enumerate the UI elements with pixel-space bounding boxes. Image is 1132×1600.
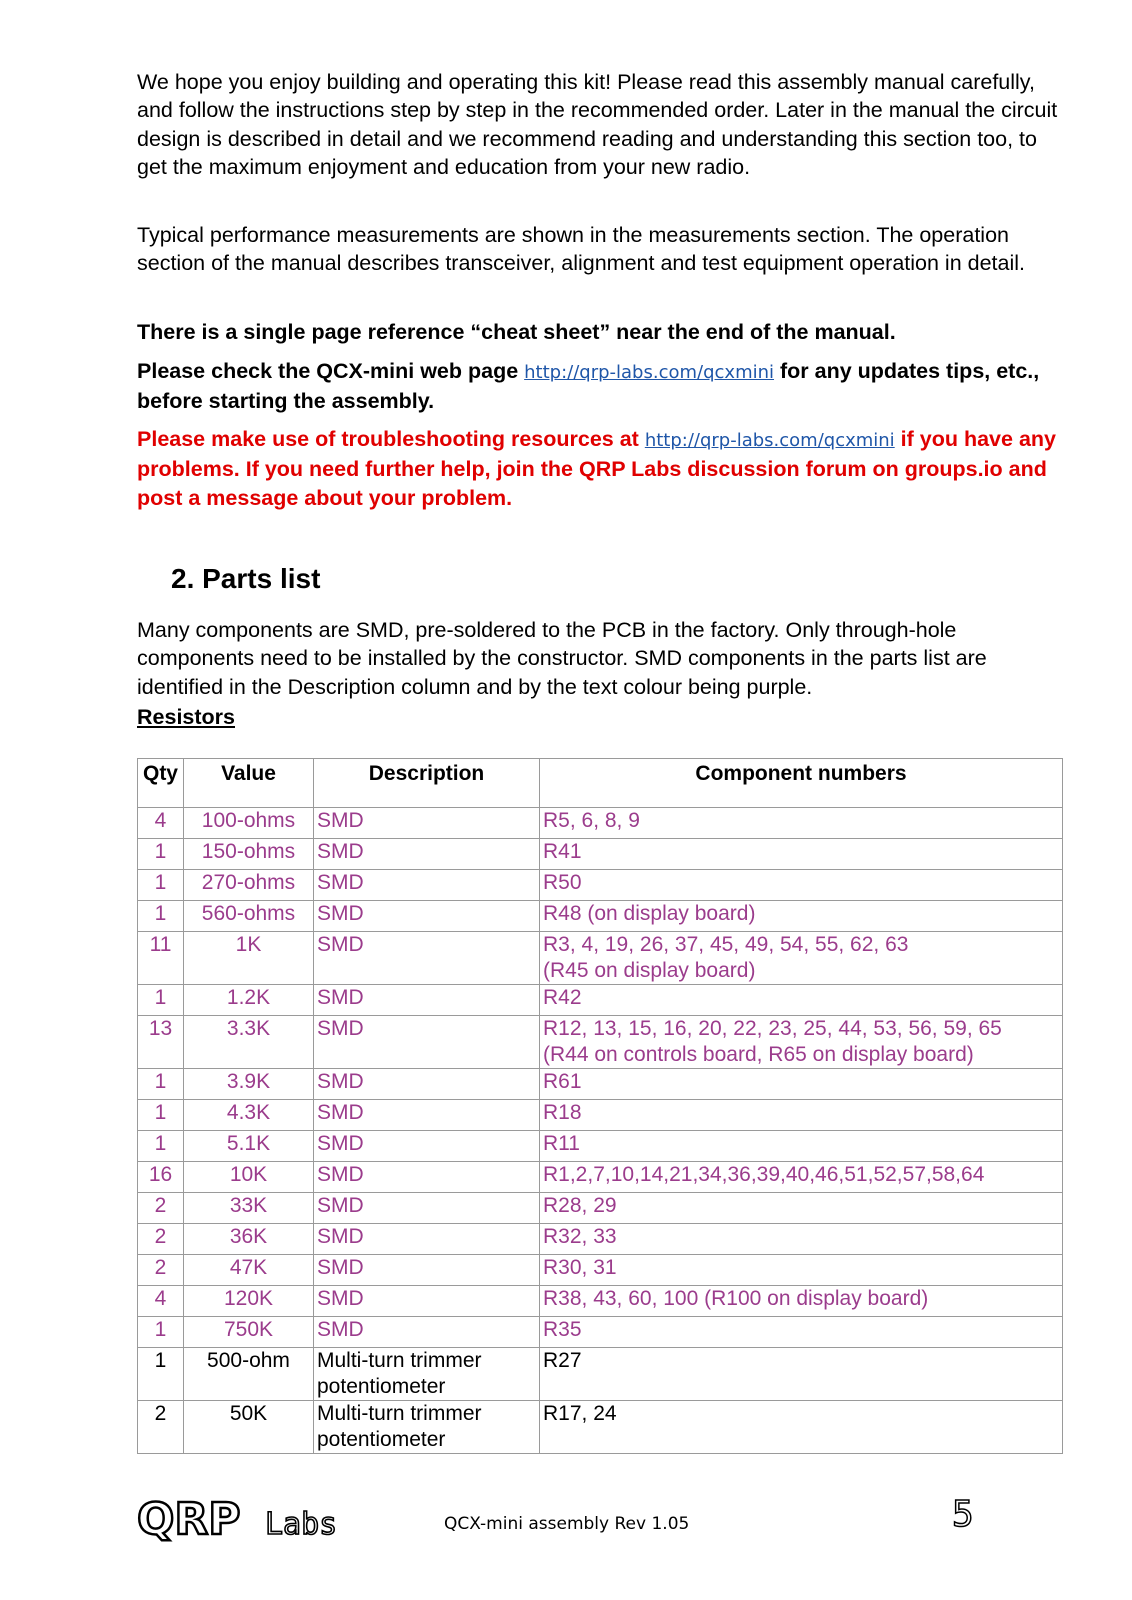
cell-component-numbers-text: R17, 24 bbox=[543, 1402, 617, 1425]
cell-description bbox=[314, 1131, 540, 1162]
cell-component-numbers-text: R50 bbox=[543, 871, 582, 894]
cell-component-numbers-text: R35 bbox=[543, 1318, 582, 1341]
cell-qty bbox=[138, 839, 184, 870]
troubleshooting-note bbox=[137, 425, 1062, 512]
cell-qty-text: 2 bbox=[154, 1256, 167, 1279]
logo-qrp: QRP bbox=[137, 1494, 241, 1545]
cell-qty-text: 2 bbox=[154, 1225, 167, 1248]
cell-qty-text: 4 bbox=[154, 809, 167, 832]
table-row bbox=[138, 1100, 1063, 1131]
page-number-text: 5 bbox=[952, 1494, 974, 1532]
cell-component-numbers bbox=[540, 1224, 1063, 1255]
cheat-sheet-note: There is a single page reference “cheat sheet” near the end of the manual. bbox=[137, 320, 896, 344]
cell-description-text: SMD bbox=[317, 1132, 364, 1155]
web-page-note-text-2: for any updates tips, etc., before starting the assembly. bbox=[137, 359, 1040, 414]
cell-component-numbers bbox=[540, 1401, 1063, 1454]
header-qty: Qty bbox=[138, 759, 184, 808]
cell-qty-text: 1 bbox=[154, 902, 167, 925]
cell-qty-text: 1 bbox=[154, 1132, 167, 1155]
cell-value-text: 750K bbox=[223, 1318, 274, 1341]
table-body bbox=[138, 808, 1063, 1454]
web-page-note bbox=[137, 357, 1062, 416]
cell-description bbox=[314, 1162, 540, 1193]
cell-value-text: 100-ohms bbox=[201, 809, 296, 832]
cell-qty-text: 1 bbox=[154, 1070, 167, 1093]
cell-description bbox=[314, 1100, 540, 1131]
cell-value-text: 270-ohms bbox=[201, 871, 296, 894]
cell-description-text: SMD bbox=[317, 871, 364, 894]
cell-qty bbox=[138, 808, 184, 839]
cell-value bbox=[184, 901, 314, 932]
cell-value bbox=[184, 1255, 314, 1286]
cell-qty-text: 1 bbox=[154, 1349, 167, 1372]
table-row bbox=[138, 839, 1063, 870]
table-row bbox=[138, 1016, 1063, 1069]
table-row bbox=[138, 870, 1063, 901]
table-row bbox=[138, 808, 1063, 839]
cell-component-numbers bbox=[540, 901, 1063, 932]
cell-value-text: 1K bbox=[235, 933, 262, 956]
cell-qty-text: 4 bbox=[154, 1287, 167, 1310]
cell-value bbox=[184, 808, 314, 839]
cell-description-text: SMD bbox=[317, 986, 364, 1009]
cell-component-numbers-text-2: (R45 on display board) bbox=[543, 959, 756, 982]
cell-value bbox=[184, 1401, 314, 1454]
header-description: Description bbox=[314, 759, 540, 808]
cell-value bbox=[184, 985, 314, 1016]
cell-value bbox=[184, 870, 314, 901]
table-row bbox=[138, 1401, 1063, 1454]
cell-description bbox=[314, 870, 540, 901]
cell-value-text: 150-ohms bbox=[201, 840, 296, 863]
table-row bbox=[138, 1069, 1063, 1100]
table-row bbox=[138, 1131, 1063, 1162]
cell-value-text: 5.1K bbox=[226, 1132, 271, 1155]
intro-paragraph-1: We hope you enjoy building and operating this kit! Please read this assembly manual carefully, and follow the instructions step by step in the recommended order. Later in the manual the circuit design is described in detail and we recommend reading and understanding this section too, to get the maximum enjoyment and education from your new radio. bbox=[137, 70, 1058, 179]
table-row bbox=[138, 1162, 1063, 1193]
cell-value bbox=[184, 1069, 314, 1100]
cell-value-text: 560-ohms bbox=[201, 902, 296, 925]
cell-value-text: 4.3K bbox=[226, 1101, 271, 1124]
qrp-labs-logo bbox=[137, 1490, 357, 1550]
cell-value-text: 3.3K bbox=[226, 1017, 271, 1040]
cell-component-numbers-text-2: (R44 on controls board, R65 on display board) bbox=[543, 1043, 974, 1066]
cell-component-numbers bbox=[540, 1162, 1063, 1193]
cell-value bbox=[184, 1162, 314, 1193]
cell-description-text: SMD bbox=[317, 809, 364, 832]
cell-value-text: 50K bbox=[229, 1402, 268, 1425]
troubleshooting-text-2: if you have any problems. If you need further help, join the QRP Labs discussion forum on groups.io and post a message about your problem. bbox=[137, 427, 1056, 510]
cell-value-text: 500-ohm bbox=[207, 1349, 290, 1372]
cell-description bbox=[314, 1255, 540, 1286]
cell-qty bbox=[138, 1317, 184, 1348]
cell-component-numbers-text: R30, 31 bbox=[543, 1256, 617, 1279]
cell-qty bbox=[138, 901, 184, 932]
troubleshooting-text: Please make use of troubleshooting resources at bbox=[137, 427, 645, 451]
table-row bbox=[138, 1224, 1063, 1255]
cell-qty bbox=[138, 1193, 184, 1224]
cell-value bbox=[184, 1016, 314, 1069]
cell-description-text: SMD bbox=[317, 840, 364, 863]
table-row bbox=[138, 1255, 1063, 1286]
cell-qty bbox=[138, 1401, 184, 1454]
cell-qty bbox=[138, 1348, 184, 1401]
cell-component-numbers bbox=[540, 1348, 1063, 1401]
cell-component-numbers bbox=[540, 808, 1063, 839]
cell-qty-text: 1 bbox=[154, 1318, 167, 1341]
cell-component-numbers bbox=[540, 985, 1063, 1016]
table-row bbox=[138, 932, 1063, 985]
cell-qty bbox=[138, 1286, 184, 1317]
resistors-table bbox=[137, 758, 1063, 1454]
cell-component-numbers bbox=[540, 1317, 1063, 1348]
cell-component-numbers-text: R11 bbox=[543, 1132, 580, 1155]
cell-component-numbers bbox=[540, 1069, 1063, 1100]
table-row bbox=[138, 901, 1063, 932]
cell-description bbox=[314, 1069, 540, 1100]
cell-component-numbers-text: R5, 6, 8, 9 bbox=[543, 809, 640, 832]
cell-qty bbox=[138, 1162, 184, 1193]
cell-description-text: SMD bbox=[317, 1318, 364, 1341]
cell-description-text: Multi-turn trimmer bbox=[317, 1402, 482, 1425]
cell-qty-text: 1 bbox=[154, 840, 167, 863]
cell-component-numbers-text: R27 bbox=[543, 1349, 582, 1372]
cell-description-text: Multi-turn trimmer bbox=[317, 1349, 482, 1372]
cell-description-text: SMD bbox=[317, 1256, 364, 1279]
cell-description bbox=[314, 1016, 540, 1069]
cell-qty bbox=[138, 870, 184, 901]
cell-description-text: SMD bbox=[317, 1070, 364, 1093]
cell-qty-text: 16 bbox=[148, 1163, 173, 1186]
cell-description bbox=[314, 932, 540, 985]
cell-component-numbers bbox=[540, 839, 1063, 870]
cell-component-numbers-text: R3, 4, 19, 26, 37, 45, 49, 54, 55, 62, 63 bbox=[543, 933, 909, 956]
cell-value bbox=[184, 1348, 314, 1401]
cell-qty-text: 13 bbox=[148, 1017, 173, 1040]
cell-qty-text: 2 bbox=[154, 1194, 167, 1217]
cell-value bbox=[184, 1286, 314, 1317]
header-value: Value bbox=[184, 759, 314, 808]
cell-component-numbers bbox=[540, 1193, 1063, 1224]
table-row bbox=[138, 1317, 1063, 1348]
cell-value bbox=[184, 1100, 314, 1131]
cell-qty bbox=[138, 1100, 184, 1131]
cell-qty bbox=[138, 1131, 184, 1162]
header-component-numbers: Component numbers bbox=[540, 759, 1063, 808]
cell-component-numbers bbox=[540, 932, 1063, 985]
cell-qty-text: 2 bbox=[154, 1402, 167, 1425]
section-title: 2. Parts list bbox=[171, 563, 321, 594]
cell-value-text: 10K bbox=[229, 1163, 268, 1186]
cell-qty-text: 1 bbox=[154, 871, 167, 894]
intro-paragraph-2: Typical performance measurements are shown in the measurements section. The operation section of the manual describes transceiver, alignment and test equipment operation in detail. bbox=[137, 223, 1025, 276]
cell-description-text-2: potentiometer bbox=[317, 1375, 446, 1398]
cell-description bbox=[314, 808, 540, 839]
cell-description-text: SMD bbox=[317, 1101, 364, 1124]
cell-value bbox=[184, 1224, 314, 1255]
cell-value bbox=[184, 1317, 314, 1348]
cell-description-text: SMD bbox=[317, 902, 364, 925]
cell-component-numbers-text: R12, 13, 15, 16, 20, 22, 23, 25, 44, 53, 56, 59, 65 bbox=[543, 1017, 1002, 1040]
cell-value-text: 120K bbox=[223, 1287, 274, 1310]
cell-qty bbox=[138, 985, 184, 1016]
cell-component-numbers-text: R32, 33 bbox=[543, 1225, 617, 1248]
table-row bbox=[138, 1286, 1063, 1317]
page-number bbox=[950, 1492, 980, 1532]
cell-component-numbers-text: R48 (on display board) bbox=[543, 902, 756, 925]
cell-description-text-2: potentiometer bbox=[317, 1428, 446, 1451]
cell-description bbox=[314, 839, 540, 870]
cell-description bbox=[314, 985, 540, 1016]
cell-description-text: SMD bbox=[317, 1287, 364, 1310]
table-row bbox=[138, 1348, 1063, 1401]
cell-value bbox=[184, 932, 314, 985]
cell-description-text: SMD bbox=[317, 1017, 364, 1040]
cell-value-text: 36K bbox=[229, 1225, 268, 1248]
logo-labs: Labs bbox=[265, 1507, 338, 1542]
cell-description bbox=[314, 1193, 540, 1224]
qcxmini-link[interactable]: http://qrp-labs.com/qcxmini bbox=[524, 362, 775, 383]
cell-component-numbers bbox=[540, 1286, 1063, 1317]
cell-component-numbers bbox=[540, 1016, 1063, 1069]
cell-qty-text: 1 bbox=[154, 986, 167, 1009]
cell-description bbox=[314, 1401, 540, 1454]
cell-qty-text: 1 bbox=[154, 1101, 167, 1124]
troubleshooting-link[interactable]: http://qrp-labs.com/qcxmini bbox=[644, 430, 895, 451]
cell-component-numbers-text: R1,2,7,10,14,21,34,36,39,40,46,51,52,57,58,64 bbox=[543, 1163, 985, 1186]
cell-value bbox=[184, 1193, 314, 1224]
cell-qty bbox=[138, 1016, 184, 1069]
cell-component-numbers-text: R28, 29 bbox=[543, 1194, 617, 1217]
cell-description-text: SMD bbox=[317, 933, 364, 956]
cell-description bbox=[314, 1317, 540, 1348]
cell-component-numbers bbox=[540, 1131, 1063, 1162]
cell-description-text: SMD bbox=[317, 1225, 364, 1248]
cell-component-numbers-text: R42 bbox=[543, 986, 582, 1009]
cell-component-numbers bbox=[540, 1100, 1063, 1131]
cell-component-numbers-text: R41 bbox=[543, 840, 582, 863]
footer-doc-title: QCX-mini assembly Rev 1.05 bbox=[444, 1514, 690, 1534]
cell-qty bbox=[138, 1255, 184, 1286]
cell-component-numbers-text: R61 bbox=[543, 1070, 582, 1093]
cell-qty bbox=[138, 1224, 184, 1255]
cell-description bbox=[314, 1224, 540, 1255]
cell-description bbox=[314, 1286, 540, 1317]
cell-qty bbox=[138, 1069, 184, 1100]
web-page-note-text: Please check the QCX-mini web page bbox=[137, 359, 525, 383]
table-header-row bbox=[138, 759, 1063, 808]
cell-value-text: 3.9K bbox=[226, 1070, 271, 1093]
cell-value bbox=[184, 839, 314, 870]
cell-description bbox=[314, 901, 540, 932]
section-description: Many components are SMD, pre-soldered to the PCB in the factory. Only through-hole components need to be installed by the constructor. SMD components in the parts list are identified in the Description column and by the text colour being purple. bbox=[137, 618, 987, 699]
table-row bbox=[138, 985, 1063, 1016]
cell-description bbox=[314, 1348, 540, 1401]
cell-description-text: SMD bbox=[317, 1194, 364, 1217]
cell-value-text: 1.2K bbox=[226, 986, 271, 1009]
cell-qty bbox=[138, 932, 184, 985]
cell-qty-text: 11 bbox=[149, 933, 172, 956]
table-row bbox=[138, 1193, 1063, 1224]
cell-value-text: 33K bbox=[229, 1194, 268, 1217]
cell-component-numbers-text: R38, 43, 60, 100 (R100 on display board) bbox=[543, 1287, 929, 1310]
cell-component-numbers-text: R18 bbox=[543, 1101, 582, 1124]
footer bbox=[0, 1490, 1132, 1560]
cell-component-numbers bbox=[540, 1255, 1063, 1286]
cell-value bbox=[184, 1131, 314, 1162]
cell-component-numbers bbox=[540, 870, 1063, 901]
resistors-subheading: Resistors bbox=[137, 705, 235, 729]
cell-description-text: SMD bbox=[317, 1163, 364, 1186]
cell-value-text: 47K bbox=[229, 1256, 268, 1279]
